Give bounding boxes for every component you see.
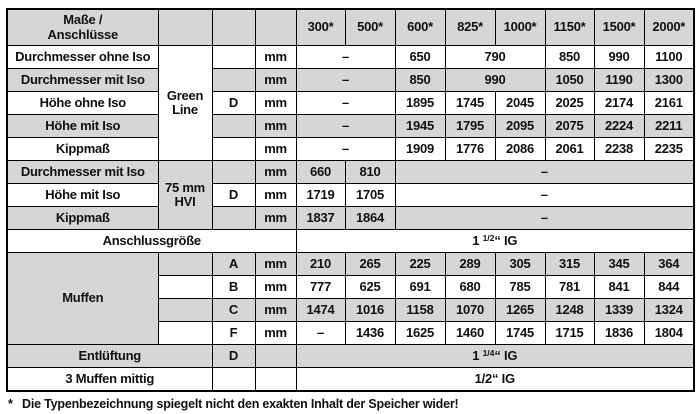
table-cell: 1745 [445, 92, 495, 115]
table-cell: – [296, 138, 395, 161]
table-cell: A [212, 253, 255, 276]
table-cell: – [395, 207, 694, 230]
table-cell: C [212, 299, 255, 322]
table-cell: mm [255, 322, 296, 345]
table-cell: – [296, 46, 395, 69]
table-cell: 1460 [445, 322, 495, 345]
footnote [8, 397, 694, 411]
table-cell: 1795 [445, 115, 495, 138]
type-column-header: 1000* [495, 9, 545, 46]
table-cell: 1909 [395, 138, 445, 161]
table-cell: 2238 [594, 138, 644, 161]
table-cell: 1 $^{1/4}$“ IG [296, 345, 694, 368]
table-cell: mm [255, 299, 296, 322]
table-cell [158, 322, 212, 345]
table-cell: 1190 [594, 69, 644, 92]
table-cell: 1705 [345, 184, 395, 207]
table-cell: mm [255, 253, 296, 276]
header-empty-cell [255, 9, 296, 46]
table-cell: D [212, 92, 255, 115]
table-cell: 777 [296, 276, 345, 299]
table-header [7, 9, 694, 46]
table-cell: Höhe ohne Iso [7, 92, 158, 115]
table-cell: 1945 [395, 115, 445, 138]
table-cell: 1436 [345, 322, 395, 345]
type-column-header: 1500* [594, 9, 644, 46]
table-cell [158, 276, 212, 299]
table-cell: 680 [445, 276, 495, 299]
table-cell: 2161 [644, 92, 694, 115]
group-green-line: Green Line [158, 46, 212, 161]
table-cell: 650 [395, 46, 445, 69]
table-cell [158, 253, 212, 276]
table-cell: 2061 [545, 138, 594, 161]
group-muffen: Muffen [7, 253, 158, 345]
table-row [7, 115, 694, 138]
table-cell: 691 [395, 276, 445, 299]
table-row [7, 207, 694, 230]
table-row [7, 46, 694, 69]
table-cell: 781 [545, 276, 594, 299]
table-cell: 785 [495, 276, 545, 299]
table-cell: 2224 [594, 115, 644, 138]
table-cell: 1715 [545, 322, 594, 345]
table-cell: 1050 [545, 69, 594, 92]
type-column-header: 600* [395, 9, 445, 46]
table-cell: 625 [345, 276, 395, 299]
table-cell: 850 [395, 69, 445, 92]
table-cell: 265 [345, 253, 395, 276]
table-title: Maße / Anschlüsse [7, 9, 158, 46]
header-empty-cell [158, 9, 212, 46]
header-empty-cell [212, 9, 255, 46]
table-cell: 2075 [545, 115, 594, 138]
table-cell: – [395, 184, 694, 207]
table-cell: 660 [296, 161, 345, 184]
type-column-header: 300* [296, 9, 345, 46]
table-cell: Kippmaß [7, 207, 158, 230]
table-cell: 2235 [644, 138, 694, 161]
table-cell: mm [255, 184, 296, 207]
table-cell: – [296, 322, 345, 345]
table-cell: 1339 [594, 299, 644, 322]
table-cell: 1719 [296, 184, 345, 207]
table-cell: mm [255, 161, 296, 184]
group-75mm-hvi: 75 mm HVI [158, 161, 212, 230]
table-row [7, 92, 694, 115]
table-row [7, 184, 694, 207]
table-cell: mm [255, 207, 296, 230]
table-cell [212, 368, 255, 392]
table-cell: 1 $^{1/2}$“ IG [296, 230, 694, 253]
table-cell: mm [255, 92, 296, 115]
table-cell: 1474 [296, 299, 345, 322]
table-cell: 810 [345, 161, 395, 184]
table-cell: Durchmesser ohne Iso [7, 46, 158, 69]
table-cell: 345 [594, 253, 644, 276]
table-cell [158, 299, 212, 322]
fraction-superscript: 1/2 [482, 232, 495, 243]
table-cell: 1324 [644, 299, 694, 322]
table-cell: 1625 [395, 322, 445, 345]
table-cell [212, 69, 255, 92]
table-cell: 2211 [644, 115, 694, 138]
table-cell: 1864 [345, 207, 395, 230]
table-cell: 2174 [594, 92, 644, 115]
table-row [7, 368, 694, 392]
table-cell: Anschlussgröße [7, 230, 296, 253]
type-column-header: 2000* [644, 9, 694, 46]
table-cell: 1804 [644, 322, 694, 345]
table-cell: Entlüftung [7, 345, 212, 368]
table-cell: – [296, 69, 395, 92]
table-cell: 2045 [495, 92, 545, 115]
table-cell: Durchmesser mit Iso [7, 69, 158, 92]
table-cell: Kippmaß [7, 138, 158, 161]
table-cell: mm [255, 46, 296, 69]
table-body [7, 46, 694, 392]
table-cell: 844 [644, 276, 694, 299]
table-cell: D [212, 345, 255, 368]
table-cell [212, 46, 255, 69]
table-cell [212, 207, 255, 230]
table-cell: 1836 [594, 322, 644, 345]
type-column-header: 825* [445, 9, 495, 46]
table-cell: 2025 [545, 92, 594, 115]
table-cell: Durchmesser mit Iso [7, 161, 158, 184]
table-cell: 1895 [395, 92, 445, 115]
table-cell: 1100 [644, 46, 694, 69]
table-cell [255, 368, 296, 392]
table-cell: 225 [395, 253, 445, 276]
table-cell: mm [255, 276, 296, 299]
table-row [7, 345, 694, 368]
fraction-superscript: 1/4 [482, 347, 495, 358]
table-cell: 315 [545, 253, 594, 276]
table-row [7, 69, 694, 92]
table-cell: 1016 [345, 299, 395, 322]
footnote-text: Die Typenbezeichnung spiegelt nicht den exakten Inhalt der Speicher wider! [22, 397, 459, 411]
table-row [7, 253, 694, 276]
table-cell: 1070 [445, 299, 495, 322]
table-cell: 2095 [495, 115, 545, 138]
table-cell: F [212, 322, 255, 345]
table-cell: 1776 [445, 138, 495, 161]
table-cell: 364 [644, 253, 694, 276]
header-row [7, 9, 694, 46]
table-cell [212, 115, 255, 138]
table-cell: Höhe mit Iso [7, 115, 158, 138]
table-cell: 2086 [495, 138, 545, 161]
type-column-header: 1150* [545, 9, 594, 46]
table-cell: 790 [445, 46, 545, 69]
table-cell: Höhe mit Iso [7, 184, 158, 207]
table-cell: D [212, 184, 255, 207]
table-cell: 289 [445, 253, 495, 276]
table-cell: 1300 [644, 69, 694, 92]
table-cell: 1265 [495, 299, 545, 322]
table-cell [212, 161, 255, 184]
table-cell: 3 Muffen mittig [7, 368, 212, 392]
table-cell: mm [255, 69, 296, 92]
table-cell [212, 138, 255, 161]
table-cell [255, 345, 296, 368]
table-cell: mm [255, 115, 296, 138]
table-cell: 1158 [395, 299, 445, 322]
table-cell: 841 [594, 276, 644, 299]
spec-table [6, 8, 695, 392]
table-cell: 990 [594, 46, 644, 69]
table-cell: 1/2“ IG [296, 368, 694, 392]
type-column-header: 500* [345, 9, 395, 46]
table-cell: 850 [545, 46, 594, 69]
table-cell: – [296, 115, 395, 138]
table-cell: 1248 [545, 299, 594, 322]
table-cell: 210 [296, 253, 345, 276]
table-cell: 990 [445, 69, 545, 92]
table-cell: 1745 [495, 322, 545, 345]
table-row [7, 230, 694, 253]
table-cell: 305 [495, 253, 545, 276]
table-cell: 1837 [296, 207, 345, 230]
table-cell: B [212, 276, 255, 299]
table-cell: mm [255, 138, 296, 161]
table-row [7, 138, 694, 161]
table-cell: – [296, 92, 395, 115]
table-row [7, 161, 694, 184]
table-cell: – [395, 161, 694, 184]
footnote-asterisk: * [8, 397, 13, 411]
